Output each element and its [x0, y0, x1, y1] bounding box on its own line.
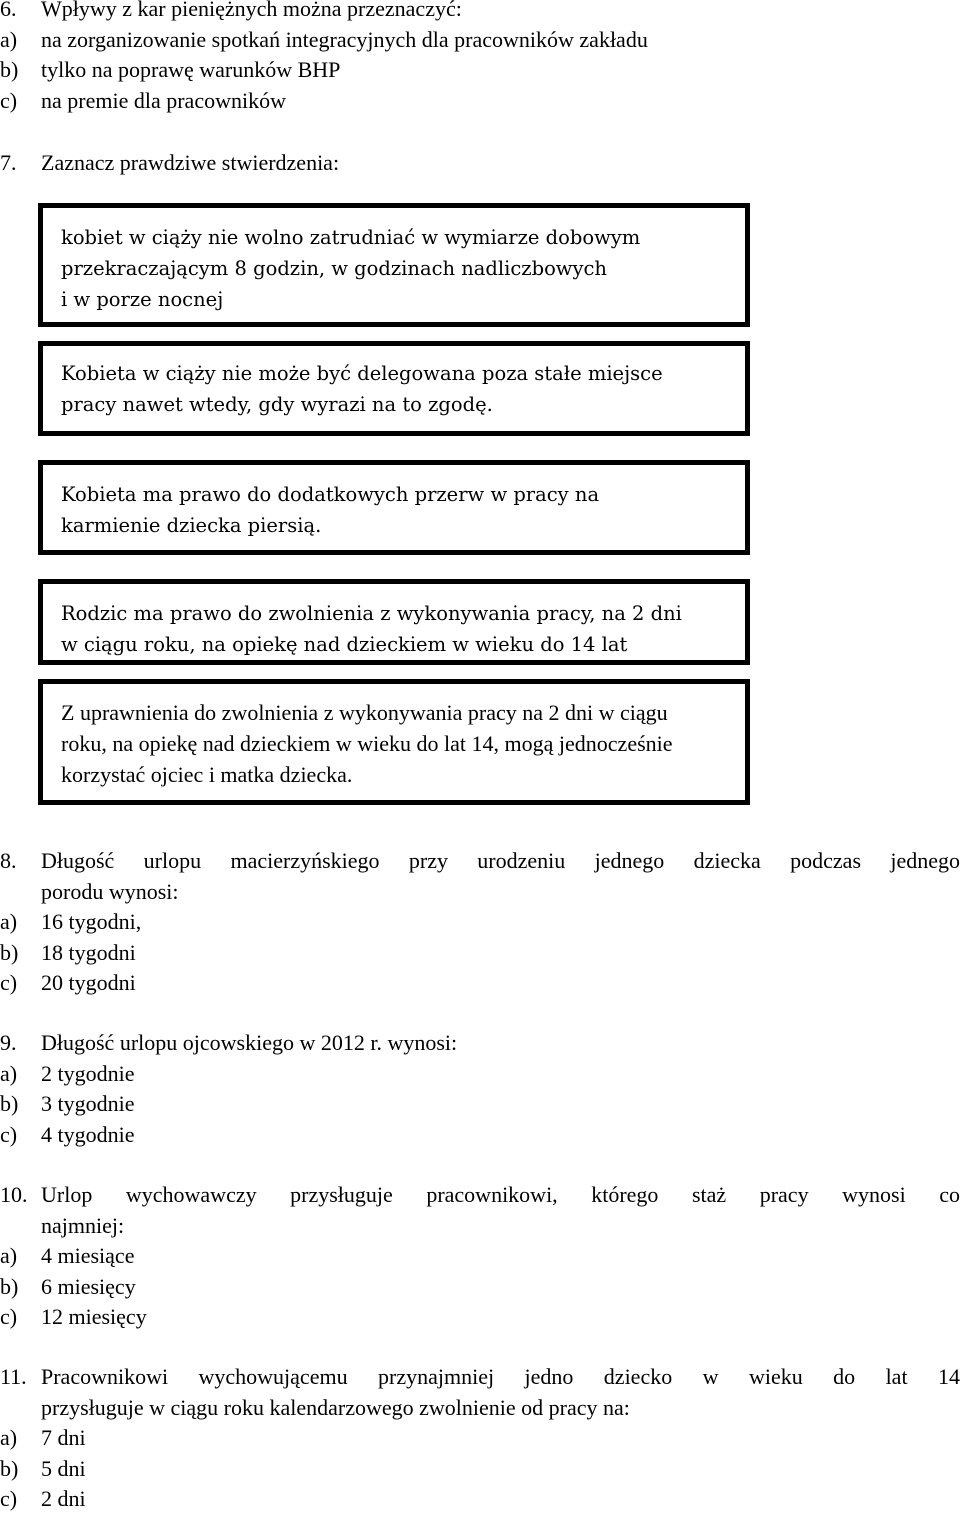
option-text: 4 miesiące [41, 1243, 135, 1268]
statement-box[interactable] [38, 341, 750, 436]
answer-option [0, 968, 960, 999]
answer-option [0, 1241, 960, 1272]
question-6-stem [0, 0, 960, 25]
option-letter: c) [0, 87, 18, 113]
answer-option [0, 1454, 960, 1485]
option-letter: b) [0, 1455, 19, 1481]
statement-line: Rodzic ma prawo do zwolnienia z wykonywania pracy, na 2 dni [61, 602, 682, 625]
option-letter: a) [0, 1060, 18, 1086]
option-text: na premie dla pracowników [41, 87, 286, 113]
question-8-number: 8. [0, 848, 17, 873]
answer-option [0, 1089, 960, 1120]
option-letter: b) [0, 939, 19, 965]
option-letter: b) [0, 57, 19, 82]
question-8-stem [0, 846, 960, 877]
answer-option [0, 25, 960, 56]
option-text: 5 dni [41, 1455, 86, 1481]
answer-option [0, 1423, 960, 1454]
question-10-stem [0, 1180, 960, 1211]
question-10-stem-continued: najmniej: [41, 1212, 125, 1238]
statement-line: Z uprawnienia do zwolnienia z wykonywania pracy na 2 dni w ciągu [61, 700, 668, 725]
option-letter: a) [0, 1425, 18, 1450]
statement-line: przekraczającym 8 godzin, w godzinach nadliczbowych [61, 257, 607, 280]
answer-option [0, 1484, 960, 1515]
option-text: 4 tygodnie [41, 1121, 135, 1147]
question-8 [0, 846, 960, 999]
statement-line: korzystać ojciec i matka dziecka. [61, 762, 353, 787]
question-7-stem [0, 148, 960, 179]
question-11-number: 11. [0, 1364, 27, 1389]
option-letter: b) [0, 1091, 19, 1116]
statement-box[interactable] [38, 579, 750, 665]
statement-line: roku, na opiekę nad dzieckiem w wieku do lat 14, mogą jednocześnie [61, 731, 673, 756]
question-6-number: 6. [0, 0, 17, 21]
statement-line: i w porze nocnej [61, 288, 224, 311]
option-text: 7 dni [41, 1425, 86, 1450]
question-10-number: 10. [0, 1182, 28, 1207]
question-8-stem-continued: porodu wynosi: [41, 878, 179, 904]
question-11 [0, 1362, 960, 1515]
question-10 [0, 1180, 960, 1333]
question-8-text: Długość urlopu macierzyńskiego przy urodzeniu jednego dziecka podczas jednego [41, 848, 960, 873]
option-letter: c) [0, 970, 18, 995]
question-9-text: Długość urlopu ojcowskiego w 2012 r. wynosi: [41, 1030, 458, 1055]
question-9-stem [0, 1028, 960, 1059]
option-letter: c) [0, 1121, 18, 1147]
answer-option [0, 907, 960, 938]
question-10-text: Urlop wychowawczy przysługuje pracownikowi, którego staż pracy wynosi co [41, 1182, 960, 1207]
statement-line: karmienie dziecka piersią. [61, 514, 322, 537]
statement-line: Kobieta w ciąży nie może być delegowana poza stałe miejsce [61, 362, 663, 385]
option-text: 3 tygodnie [41, 1091, 135, 1116]
option-text: na zorganizowanie spotkań integracyjnych dla pracowników zakładu [41, 26, 648, 52]
answer-option [0, 1059, 960, 1090]
question-11-stem-continued: przysługuje w ciągu roku kalendarzowego zwolnienie od pracy na: [41, 1394, 630, 1420]
option-text: 2 tygodnie [41, 1060, 135, 1086]
statement-line: Kobieta ma prawo do dodatkowych przerw w pracy na [61, 483, 600, 506]
option-letter: a) [0, 1243, 18, 1268]
option-text: 18 tygodni [41, 939, 136, 965]
question-7-text: Zaznacz prawdziwe stwierdzenia: [41, 150, 340, 175]
statement-box[interactable] [38, 460, 750, 555]
option-text: tylko na poprawę warunków BHP [41, 57, 341, 82]
statement-box[interactable] [38, 679, 750, 805]
option-text: 2 dni [41, 1486, 86, 1511]
statement-line: w ciągu roku, na opiekę nad dzieckiem w wieku do 14 lat [61, 633, 628, 656]
option-letter: a) [0, 909, 18, 934]
question-11-text: Pracownikowi wychowującemu przynajmniej jedno dziecko w wieku do lat 14 [41, 1364, 960, 1389]
option-text: 12 miesięcy [41, 1304, 147, 1329]
question-11-stem [0, 1362, 960, 1393]
answer-option [0, 86, 960, 117]
question-9-number: 9. [0, 1030, 17, 1055]
option-letter: a) [0, 26, 18, 52]
statement-box[interactable] [38, 203, 750, 327]
question-6 [0, 0, 960, 116]
option-text: 20 tygodni [41, 970, 136, 995]
answer-option [0, 1120, 960, 1151]
answer-option [0, 938, 960, 969]
question-9 [0, 1028, 960, 1150]
answer-option [0, 1272, 960, 1303]
question-7 [0, 148, 960, 179]
option-text: 6 miesięcy [41, 1273, 136, 1299]
statement-line: pracy nawet wtedy, gdy wyrazi na to zgodę. [61, 393, 493, 416]
option-letter: b) [0, 1273, 19, 1299]
answer-option [0, 1302, 960, 1333]
question-6-text: Wpływy z kar pieniężnych można przeznaczyć: [41, 0, 462, 21]
option-letter: c) [0, 1486, 18, 1511]
option-letter: c) [0, 1304, 18, 1329]
statement-line: kobiet w ciąży nie wolno zatrudniać w wymiarze dobowym [61, 226, 641, 249]
option-text: 16 tygodni, [41, 909, 142, 934]
answer-option [0, 55, 960, 86]
question-7-number: 7. [0, 150, 17, 175]
